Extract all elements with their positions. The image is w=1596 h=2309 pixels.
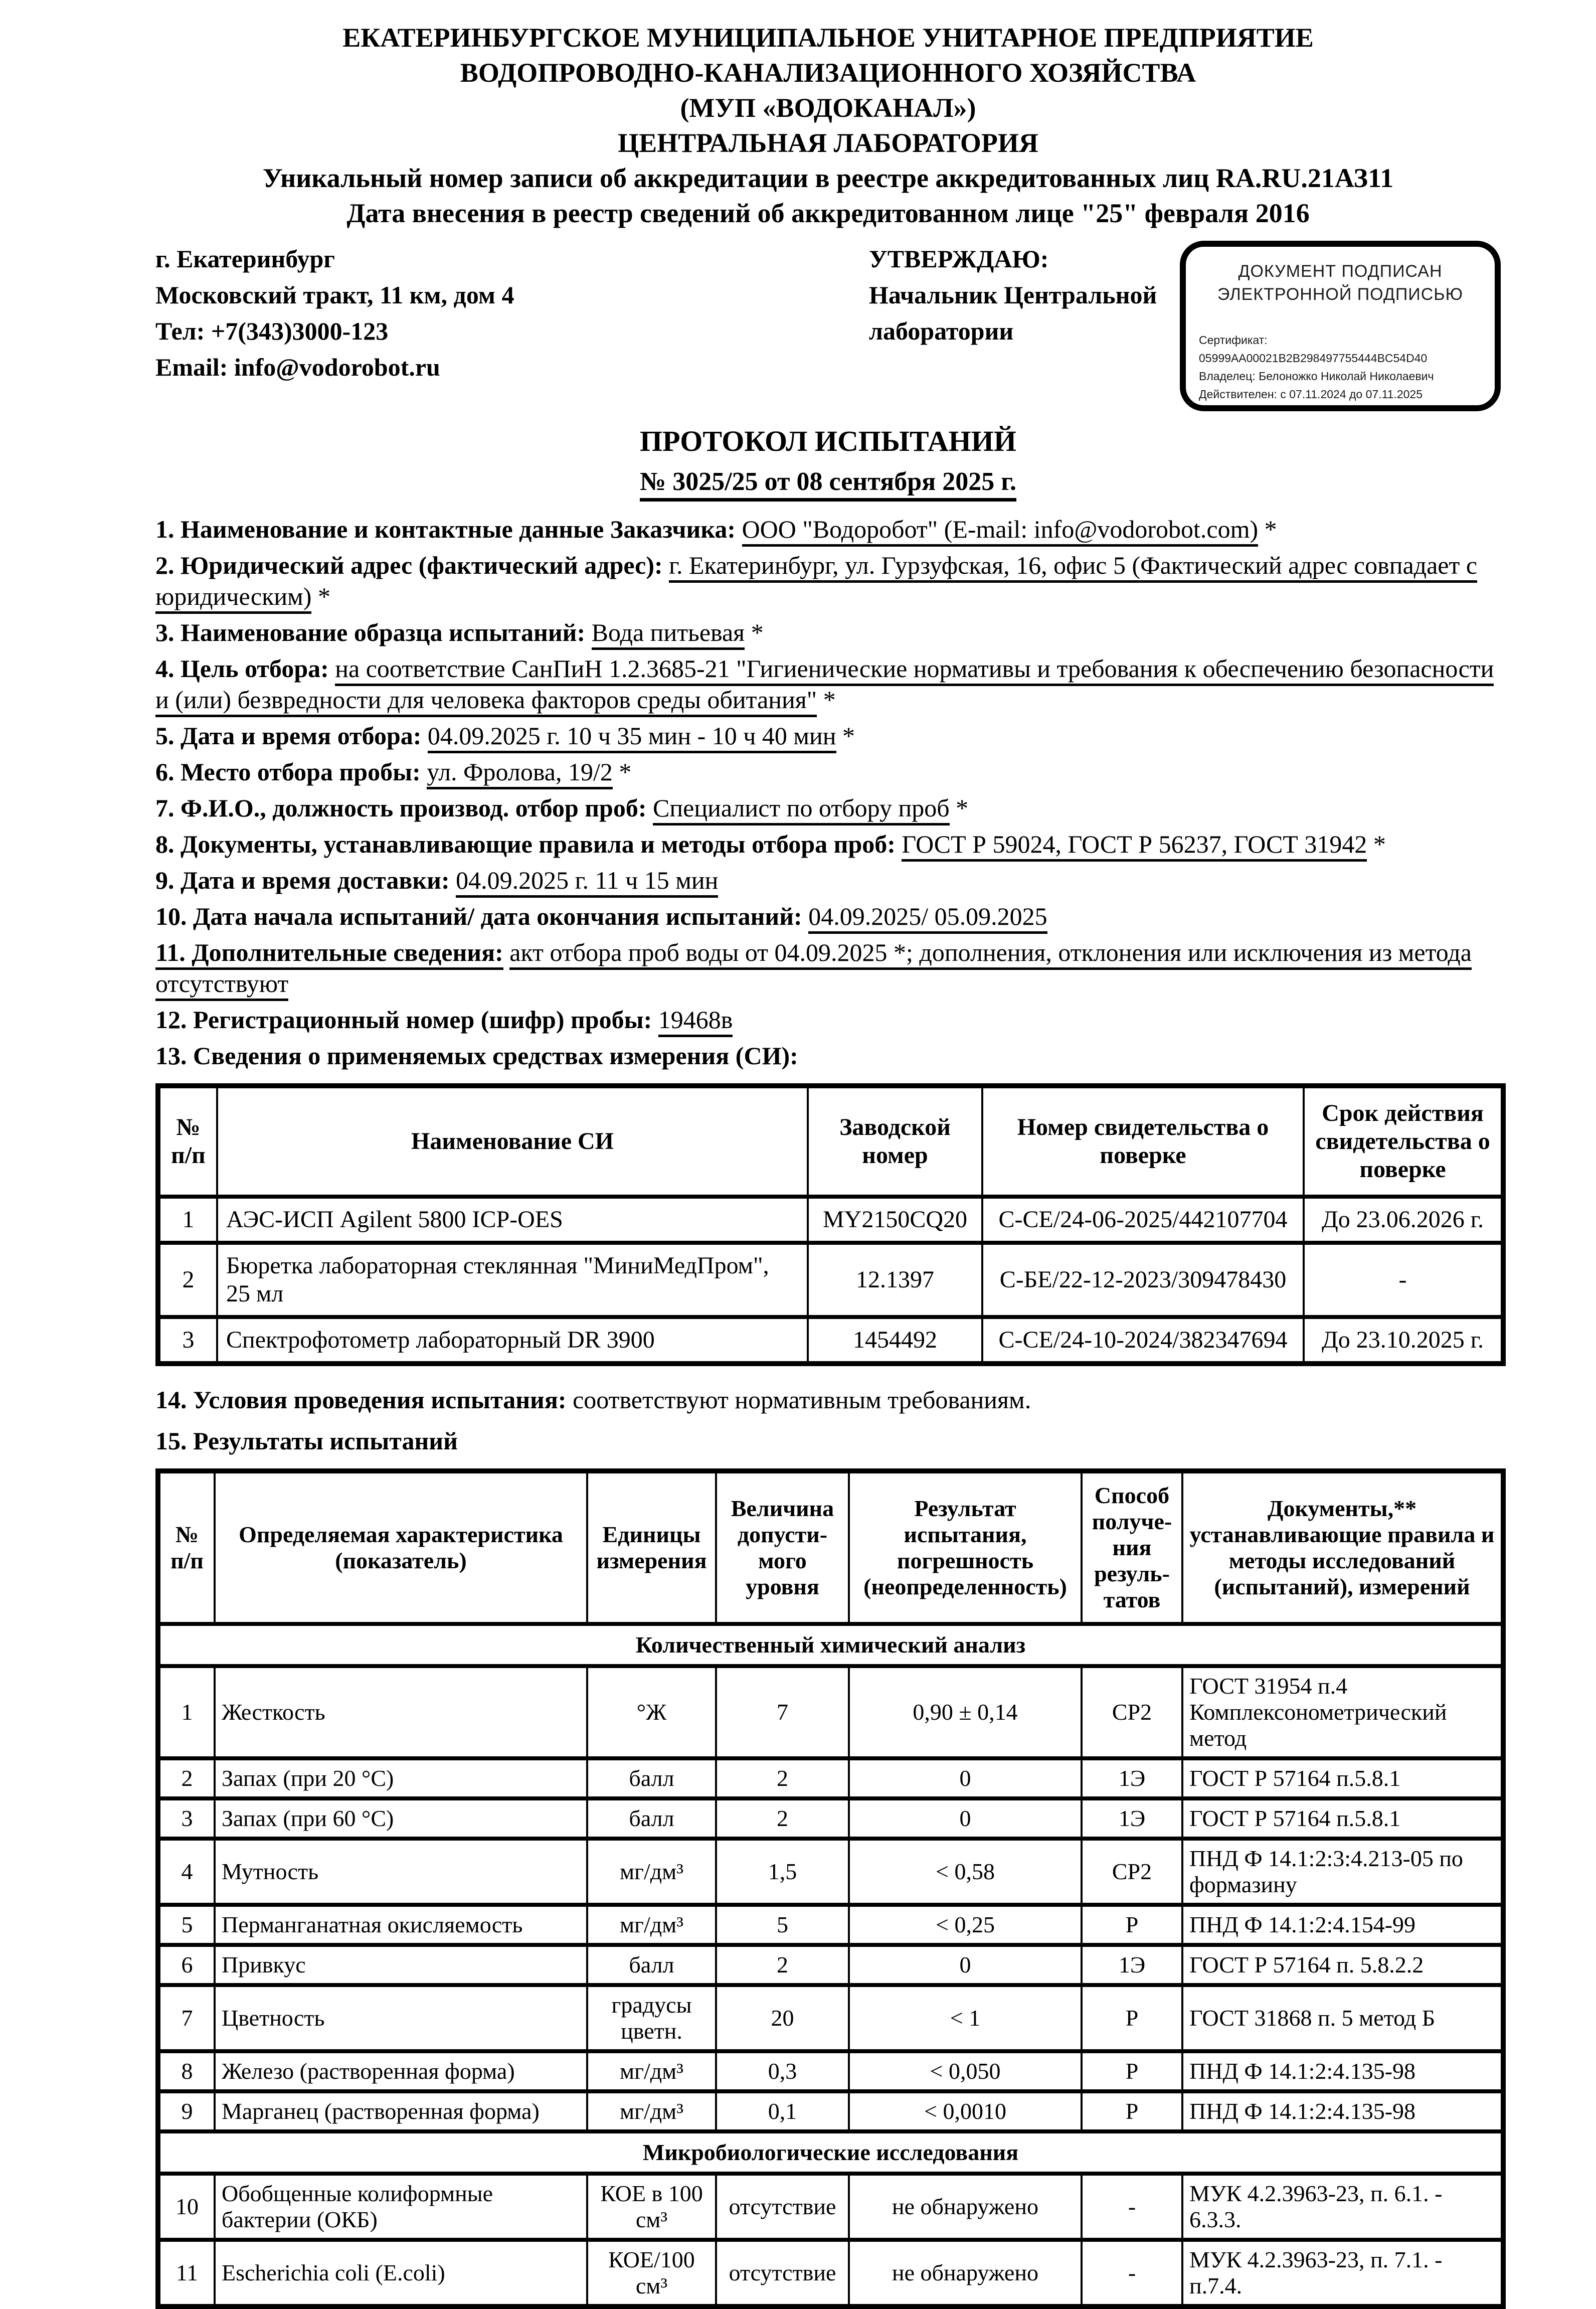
- results-header-units: Единицы измерения: [587, 1471, 716, 1624]
- si-2-certificate: С-БЕ/22-12-2023/309478430: [982, 1243, 1304, 1317]
- item-3: [155, 617, 1501, 648]
- si-3-serial: 1454492: [808, 1317, 982, 1364]
- org-name-line3: (МУП «ВОДОКАНАЛ»): [680, 93, 976, 123]
- res-8-num: 8: [158, 2051, 215, 2091]
- protocol-title: ПРОТОКОЛ ИСПЫТАНИЙ: [640, 425, 1016, 457]
- item-6-star: *: [612, 758, 632, 786]
- approval-title: УТВЕРЖДАЮ:: [869, 245, 1049, 273]
- item-2-label: 2. Юридический адрес (фактический адрес):: [155, 551, 663, 579]
- item-8: [155, 829, 1501, 860]
- results-header-row: [158, 1471, 1503, 1624]
- res-7-num: 7: [158, 1985, 215, 2051]
- item-4-star: *: [817, 686, 836, 714]
- res-8-unit: мг/дм³: [587, 2051, 716, 2091]
- res-10-method: -: [1082, 2174, 1182, 2240]
- res-5-result: < 0,25: [849, 1905, 1082, 1945]
- res-10-unit: КОЕ в 100 см³: [587, 2174, 716, 2240]
- res-11-result: не обнаружено: [849, 2240, 1082, 2306]
- stamp-certificate: Сертификат: 05999AA00021B2B298497755444BC54D40: [1199, 334, 1428, 365]
- item-2: [155, 550, 1501, 612]
- approval-role-line2: лаборатории: [869, 317, 1014, 345]
- res-7-result: < 1: [849, 1985, 1082, 2051]
- si-1-name: АЭС-ИСП Agilent 5800 ICP-OES: [217, 1197, 808, 1243]
- item-5-star: *: [836, 722, 855, 750]
- si-header-validity: Срок действия свидетельства о поверке: [1304, 1086, 1503, 1197]
- si-1-serial: MY2150CQ20: [808, 1197, 982, 1243]
- res-6-limit: 2: [716, 1945, 849, 1985]
- res-9-result: < 0,0010: [849, 2091, 1082, 2131]
- res-6-num: 6: [158, 1945, 215, 1985]
- res-1-unit: °Ж: [587, 1666, 716, 1758]
- res-8-name: Железо (растворенная форма): [215, 2051, 587, 2091]
- table-row: [158, 2091, 1503, 2131]
- si-2-serial: 12.1397: [808, 1243, 982, 1317]
- res-4-unit: мг/дм³: [587, 1839, 716, 1905]
- item-6-label: 6. Место отбора пробы:: [155, 758, 421, 786]
- item-7: [155, 792, 1501, 823]
- item-5-value: 04.09.2025 г. 10 ч 35 мин - 10 ч 40 мин: [428, 722, 836, 753]
- table-row: [158, 1905, 1503, 1945]
- res-3-limit: 2: [716, 1798, 849, 1839]
- si-3-certificate: С-СЕ/24-10-2024/382347694: [982, 1317, 1304, 1364]
- res-6-docs: ГОСТ Р 57164 п. 5.8.2.2: [1182, 1945, 1503, 1985]
- org-name-line2: ВОДОПРОВОДНО-КАНАЛИЗАЦИОННОГО ХОЗЯЙСТВА: [460, 58, 1196, 88]
- item-8-value: ГОСТ Р 59024, ГОСТ Р 56237, ГОСТ 31942: [902, 830, 1367, 862]
- si-3-name: Спектрофотометр лабораторный DR 3900: [217, 1317, 808, 1364]
- table-row: [158, 1317, 1503, 1364]
- item-6-value: ул. Фролова, 19/2: [427, 758, 613, 789]
- table-row: [158, 2240, 1503, 2306]
- results-header-method: Способ получе-ния резуль-татов: [1082, 1471, 1182, 1624]
- table-row: [158, 1666, 1503, 1758]
- item-11: [155, 937, 1501, 999]
- res-8-docs: ПНД Ф 14.1:2:4.135-98: [1182, 2051, 1503, 2091]
- item-3-value: Вода питьевая: [592, 618, 745, 650]
- res-3-result: 0: [849, 1798, 1082, 1839]
- item-12-label: 12. Регистрационный номер (шифр) пробы:: [155, 1006, 652, 1034]
- res-6-name: Привкус: [215, 1945, 587, 1985]
- res-4-limit: 1,5: [716, 1839, 849, 1905]
- item-7-value: Специалист по отбору проб: [653, 794, 950, 826]
- item-10-label: 10. Дата начала испытаний/ дата окончания испытаний:: [155, 902, 802, 930]
- item-9-label: 9. Дата и время доставки:: [155, 866, 450, 894]
- res-8-limit: 0,3: [716, 2051, 849, 2091]
- item-9: [155, 865, 1501, 896]
- res-7-unit: градусы цветн.: [587, 1985, 716, 2051]
- item-13-heading: [155, 1040, 1501, 1071]
- res-3-docs: ГОСТ Р 57164 п.5.8.1: [1182, 1798, 1503, 1839]
- item-2-star: *: [311, 582, 330, 610]
- item-11-value: акт отбора проб воды от 04.09.2025 *; дополнения, отклонения или исключения из метода отсутствуют: [155, 938, 1472, 1001]
- item-1-label: 1. Наименование и контактные данные Заказчика:: [155, 515, 736, 543]
- item-11-label: 11. Дополнительные сведения:: [155, 938, 503, 970]
- res-2-name: Запах (при 20 °С): [215, 1758, 587, 1798]
- res-9-method: Р: [1082, 2091, 1182, 2131]
- electronic-signature-stamp: [1180, 241, 1501, 411]
- res-4-method: СР2: [1082, 1839, 1182, 1905]
- res-10-result: не обнаружено: [849, 2174, 1082, 2240]
- item-7-label: 7. Ф.И.О., должность производ. отбор проб:: [155, 794, 647, 822]
- res-11-method: -: [1082, 2240, 1182, 2306]
- si-2-name: Бюретка лабораторная стеклянная "МиниМедПром", 25 мл: [217, 1243, 808, 1317]
- table-row: [158, 2051, 1503, 2091]
- si-1-validity: До 23.06.2026 г.: [1304, 1197, 1503, 1243]
- si-header-name: Наименование СИ: [217, 1086, 808, 1197]
- res-9-name: Марганец (растворенная форма): [215, 2091, 587, 2131]
- res-2-num: 2: [158, 1758, 215, 1798]
- item-9-value: 04.09.2025 г. 11 ч 15 мин: [456, 866, 718, 898]
- res-10-name: Обобщенные колиформные бактерии (ОКБ): [215, 2174, 587, 2240]
- org-name-line1: ЕКАТЕРИНБУРГСКОЕ МУНИЦИПАЛЬНОЕ УНИТАРНОЕ ПРЕДПРИЯТИЕ: [342, 23, 1314, 53]
- res-1-limit: 7: [716, 1666, 849, 1758]
- item-14: [155, 1384, 1501, 1415]
- item-7-star: *: [949, 794, 969, 822]
- res-2-method: 1Э: [1082, 1758, 1182, 1798]
- item-1: [155, 514, 1501, 545]
- item-6: [155, 756, 1501, 787]
- res-8-method: Р: [1082, 2051, 1182, 2091]
- item-3-label: 3. Наименование образца испытаний:: [155, 618, 586, 646]
- contact-city: г. Екатеринбург: [155, 245, 335, 273]
- results-header-docs: Документы,** устанавливающие правила и методы исследований (испытаний), измерений: [1182, 1471, 1503, 1624]
- section-microbiology: [158, 2131, 1503, 2174]
- item-12-value: 19468в: [658, 1006, 733, 1037]
- res-10-docs: МУК 4.2.3963-23, п. 6.1. - 6.3.3.: [1182, 2174, 1503, 2240]
- contact-phone: Тел: +7(343)3000-123: [155, 317, 389, 345]
- res-8-result: < 0,050: [849, 2051, 1082, 2091]
- top-info-row: [155, 241, 1501, 411]
- item-3-star: *: [745, 618, 764, 646]
- si-2-num: 2: [158, 1243, 217, 1317]
- table-row: [158, 1839, 1503, 1905]
- item-15-heading: 15. Результаты испытаний: [155, 1427, 458, 1455]
- res-4-num: 4: [158, 1839, 215, 1905]
- si-header-certificate: Номер свидетельства о поверке: [982, 1086, 1304, 1197]
- stamp-title-line1: ДОКУМЕНТ ПОДПИСАН: [1238, 262, 1443, 281]
- test-results-table: [155, 1468, 1506, 2309]
- approval-block: [869, 241, 1180, 349]
- item-8-label: 8. Документы, устанавливающие правила и методы отбора проб:: [155, 830, 896, 858]
- res-5-num: 5: [158, 1905, 215, 1945]
- res-2-unit: балл: [587, 1758, 716, 1798]
- si-3-num: 3: [158, 1317, 217, 1364]
- si-header-serial: Заводской номер: [808, 1086, 982, 1197]
- document-header: [155, 20, 1501, 231]
- res-1-docs: ГОСТ 31954 п.4 Комплексонометрический метод: [1182, 1666, 1503, 1758]
- res-3-unit: балл: [587, 1798, 716, 1839]
- measuring-instruments-table: [155, 1083, 1506, 1366]
- item-12: [155, 1004, 1501, 1035]
- res-1-name: Жесткость: [215, 1666, 587, 1758]
- res-9-unit: мг/дм³: [587, 2091, 716, 2131]
- res-11-name: Escherichia coli (E.coli): [215, 2240, 587, 2306]
- res-3-name: Запах (при 60 °С): [215, 1798, 587, 1839]
- res-10-limit: отсутствие: [716, 2174, 849, 2240]
- res-7-name: Цветность: [215, 1985, 587, 2051]
- item-8-star: *: [1367, 830, 1386, 858]
- res-4-result: < 0,58: [849, 1839, 1082, 1905]
- item-2-value: г. Екатеринбург, ул. Гурзуфская, 16, офис 5 (Фактический адрес совпадает с юридическим): [155, 551, 1477, 614]
- table-row: [158, 1197, 1503, 1243]
- item-14-value: соответствуют нормативным требованиям.: [573, 1386, 1031, 1414]
- res-2-limit: 2: [716, 1758, 849, 1798]
- item-10: [155, 901, 1501, 932]
- res-11-unit: КОЕ/100 см³: [587, 2240, 716, 2306]
- si-2-validity: -: [1304, 1243, 1503, 1317]
- res-5-docs: ПНД Ф 14.1:2:4.154-99: [1182, 1905, 1503, 1945]
- protocol-number-line: [155, 467, 1501, 497]
- res-3-method: 1Э: [1082, 1798, 1182, 1839]
- si-3-validity: До 23.10.2025 г.: [1304, 1317, 1503, 1364]
- lab-contacts-block: [155, 241, 869, 385]
- res-11-limit: отсутствие: [716, 2240, 849, 2306]
- stamp-title: [1199, 260, 1482, 306]
- registry-date-line: Дата внесения в реестр сведений об аккредитованном лице "25" февраля 2016: [346, 198, 1310, 228]
- res-6-method: 1Э: [1082, 1945, 1182, 1985]
- table-row: [158, 1985, 1503, 2051]
- res-5-unit: мг/дм³: [587, 1905, 716, 1945]
- table-row: [158, 1758, 1503, 1798]
- res-5-method: Р: [1082, 1905, 1182, 1945]
- res-1-num: 1: [158, 1666, 215, 1758]
- item-1-value: ООО "Водоробот" (E-mail: info@vodorobot.com): [742, 515, 1259, 547]
- res-9-docs: ПНД Ф 14.1:2:4.135-98: [1182, 2091, 1503, 2131]
- stamp-details: [1199, 331, 1482, 403]
- stamp-owner: Владелец: Белоножко Николай Николаевич: [1199, 370, 1434, 383]
- res-9-limit: 0,1: [716, 2091, 849, 2131]
- item-13-label: 13. Сведения о применяемых средствах измерения (СИ):: [155, 1042, 798, 1070]
- res-1-result: 0,90 ± 0,14: [849, 1666, 1082, 1758]
- res-11-num: 11: [158, 2240, 215, 2306]
- item-4: [155, 653, 1501, 715]
- res-11-docs: МУК 4.2.3963-23, п. 7.1. - п.7.4.: [1182, 2240, 1503, 2306]
- contact-street: Московский тракт, 11 км, дом 4: [155, 281, 514, 309]
- table-row: [158, 1243, 1503, 1317]
- res-5-name: Перманганатная окисляемость: [215, 1905, 587, 1945]
- si-1-certificate: С-СЕ/24-06-2025/442107704: [982, 1197, 1304, 1243]
- table-row: [158, 1945, 1503, 1985]
- res-9-num: 9: [158, 2091, 215, 2131]
- res-7-docs: ГОСТ 31868 п. 5 метод Б: [1182, 1985, 1503, 2051]
- res-4-docs: ПНД Ф 14.1:2:3:4.213-05 по формазину: [1182, 1839, 1503, 1905]
- accreditation-number-line: Уникальный номер записи об аккредитации в реестре аккредитованных лиц RA.RU.21АЗ11: [262, 163, 1394, 193]
- stamp-validity: Действителен: с 07.11.2024 до 07.11.2025: [1199, 388, 1423, 401]
- res-10-num: 10: [158, 2174, 215, 2240]
- si-header-row: [158, 1086, 1503, 1197]
- res-3-num: 3: [158, 1798, 215, 1839]
- res-2-result: 0: [849, 1758, 1082, 1798]
- item-10-value: 04.09.2025/ 05.09.2025: [808, 902, 1047, 934]
- item-4-value: на соответствие СанПиН 1.2.3685-21 "Гигиенические нормативы и требования к обеспечению безопасности и (или) безвредности для человека факторов среды обитания": [155, 654, 1494, 717]
- section-chemical-analysis-label: Количественный химический анализ: [158, 1624, 1503, 1666]
- section-chemical-analysis: [158, 1624, 1503, 1666]
- contact-email: Email: info@vodorobot.ru: [155, 353, 440, 381]
- approval-role-line1: Начальник Центральной: [869, 281, 1157, 309]
- res-1-method: СР2: [1082, 1666, 1182, 1758]
- res-2-docs: ГОСТ Р 57164 п.5.8.1: [1182, 1758, 1503, 1798]
- res-6-unit: балл: [587, 1945, 716, 1985]
- table-row: [158, 1798, 1503, 1839]
- protocol-number-value: № 3025/25 от 08 сентября 2025 г.: [640, 467, 1016, 502]
- results-header-limit: Величина допусти-мого уровня: [716, 1471, 849, 1624]
- section-microbiology-label: Микробиологические исследования: [158, 2131, 1503, 2174]
- lab-name: ЦЕНТРАЛЬНАЯ ЛАБОРАТОРИЯ: [618, 128, 1038, 158]
- res-4-name: Мутность: [215, 1839, 587, 1905]
- table-row: [158, 2174, 1503, 2240]
- si-1-num: 1: [158, 1197, 217, 1243]
- protocol-items: [155, 514, 1501, 1071]
- res-6-result: 0: [849, 1945, 1082, 1985]
- si-header-num: № п/п: [158, 1086, 217, 1197]
- results-header-result: Результат испытания, погрешность (неопределенность): [849, 1471, 1082, 1624]
- item-5: [155, 720, 1501, 751]
- item-4-label: 4. Цель отбора:: [155, 654, 329, 683]
- res-7-limit: 20: [716, 1985, 849, 2051]
- item-1-star: *: [1258, 515, 1277, 543]
- results-header-num: № п/п: [158, 1471, 215, 1624]
- item-5-label: 5. Дата и время отбора:: [155, 722, 422, 750]
- res-7-method: Р: [1082, 1985, 1182, 2051]
- results-header-characteristic: Определяемая характеристика (показатель): [215, 1471, 587, 1624]
- stamp-title-line2: ЭЛЕКТРОННОЙ ПОДПИСЬЮ: [1217, 285, 1463, 304]
- item-14-label: 14. Условия проведения испытания:: [155, 1386, 567, 1414]
- res-5-limit: 5: [716, 1905, 849, 1945]
